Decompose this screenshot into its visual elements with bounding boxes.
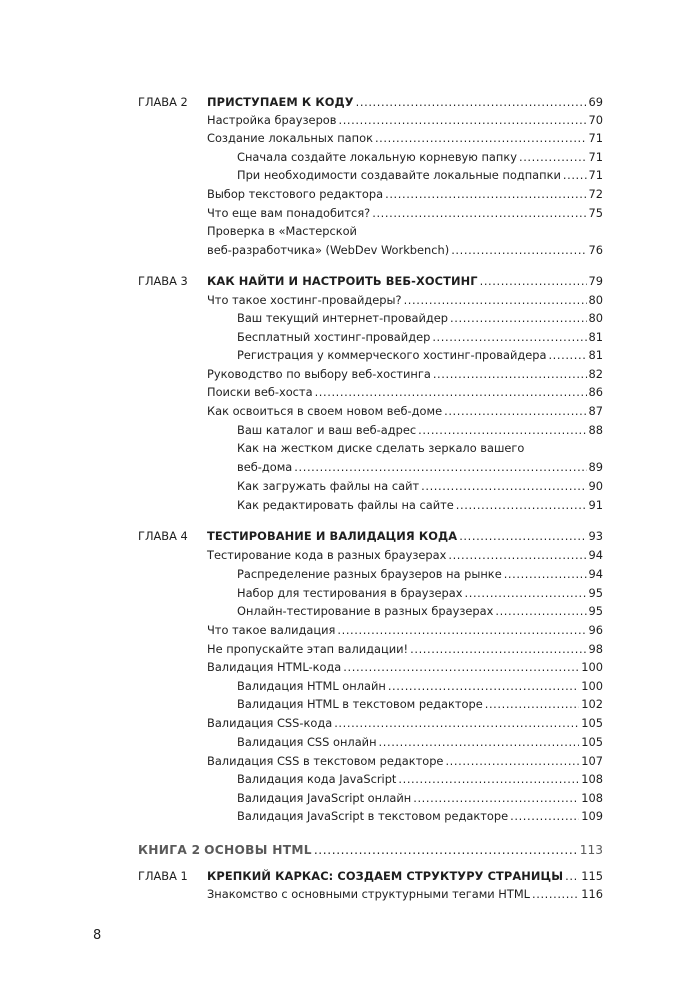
toc-subentry[interactable]: [237, 806, 603, 826]
page-number: 86: [588, 385, 603, 399]
leader-dots: [444, 401, 586, 421]
entry-title: Как загружать файлы на сайт: [237, 479, 420, 493]
entry-title: Руководство по выбору веб-хостинга: [207, 367, 431, 381]
toc-subentry[interactable]: [237, 564, 603, 584]
chapter-label: ГЛАВА 1: [138, 869, 188, 883]
page-number: 79: [588, 274, 603, 288]
page-number: 80: [588, 293, 603, 307]
entry-title: Валидация CSS в текстовом редакторе: [207, 754, 444, 768]
toc-entry[interactable]: [207, 884, 603, 904]
chapter-heading[interactable]: [207, 92, 603, 112]
page-number: 80: [588, 311, 603, 325]
entry-title: Валидация CSS-кода: [207, 716, 333, 730]
leader-dots: [519, 147, 587, 167]
page-number: 95: [588, 604, 603, 618]
toc-entry[interactable]: [207, 639, 603, 659]
leader-dots: [433, 364, 587, 384]
chapter-heading[interactable]: [207, 271, 603, 291]
leader-dots: [294, 457, 586, 477]
entry-title: Тестирование кода в разных браузерах: [207, 548, 447, 562]
toc-subentry[interactable]: [237, 420, 603, 440]
entry-title: Набор для тестирования в браузерах: [237, 586, 463, 600]
entry-title: Регистрация у коммерческого хостинг-провайдера: [237, 348, 547, 362]
page-number: 102: [581, 697, 603, 711]
page-number: 108: [581, 791, 603, 805]
page-number: 71: [588, 168, 603, 182]
entry-title: Валидация HTML в текстовом редакторе: [237, 697, 483, 711]
page-number: 95: [588, 586, 603, 600]
entry-title: Создание локальных папок: [207, 131, 373, 145]
leader-dots: [448, 545, 586, 565]
page-number: 87: [588, 404, 603, 418]
page-number: 107: [581, 754, 603, 768]
entry-title: Валидация JavaScript онлайн: [237, 791, 412, 805]
leader-dots: [410, 639, 586, 659]
entry-title-line1: Как на жестком диске сделать зеркало вашего: [237, 441, 525, 455]
page-number: 96: [588, 623, 603, 637]
entry-title: Выбор текстового редактора: [207, 187, 384, 201]
page-number: 76: [588, 243, 603, 257]
toc-entry[interactable]: [207, 203, 603, 223]
page-number: 82: [588, 367, 603, 381]
leader-dots: [385, 184, 586, 204]
page-number: 91: [588, 498, 603, 512]
toc-entry[interactable]: [207, 290, 603, 310]
toc-subentry[interactable]: [237, 476, 603, 496]
page-number: 93: [588, 529, 603, 543]
entry-title: Валидация HTML-кода: [207, 660, 342, 674]
leader-dots: [398, 769, 579, 789]
leader-dots: [548, 345, 586, 365]
leader-dots: [334, 713, 579, 733]
leader-dots: [432, 327, 586, 347]
entry-title: Что еще вам понадобится?: [207, 206, 371, 220]
entry-title: Как освоиться в своем новом веб-доме: [207, 404, 443, 418]
entry-title: Сначала создайте локальную корневую папку: [237, 150, 517, 164]
chapter-label: ГЛАВА 2: [138, 95, 188, 109]
leader-dots: [413, 788, 579, 808]
book-heading[interactable]: [138, 840, 603, 860]
page-number: 81: [588, 330, 603, 344]
page-number: 100: [581, 679, 603, 693]
entry-title: Настройка браузеров: [207, 113, 337, 127]
leader-dots: [388, 676, 579, 696]
page-number: 113: [579, 843, 603, 857]
entry-title: Валидация HTML онлайн: [237, 679, 386, 693]
leader-dots: [404, 290, 587, 310]
page-number: 109: [581, 809, 603, 823]
toc-entry[interactable]: [207, 128, 603, 148]
toc-subentry[interactable]: [237, 327, 603, 347]
leader-dots: [337, 620, 586, 640]
toc-subentry[interactable]: [237, 676, 603, 696]
entry-title: Валидация кода JavaScript: [237, 772, 397, 786]
page-number: 69: [588, 95, 603, 109]
page-number: 81: [588, 348, 603, 362]
entry-title: Как редактировать файлы на сайте: [237, 498, 454, 512]
entry-title: Знакомство с основными структурными тегами HTML: [207, 887, 531, 901]
chapter-title: КАК НАЙТИ И НАСТРОИТЬ ВЕБ-ХОСТИНГ: [207, 274, 478, 288]
entry-title: Валидация CSS онлайн: [237, 735, 377, 749]
book-title: ОСНОВЫ HTML: [204, 843, 312, 857]
folio-page-number: 8: [93, 928, 102, 943]
leader-dots: [459, 526, 586, 546]
page-number: 71: [588, 150, 603, 164]
leader-dots: [480, 271, 587, 291]
entry-title: Бесплатный хостинг-провайдер: [237, 330, 431, 344]
chapter-label: ГЛАВА 3: [138, 274, 188, 288]
leader-dots: [418, 420, 586, 440]
leader-dots: [451, 240, 586, 260]
page-number: 75: [588, 206, 603, 220]
leader-dots: [314, 840, 578, 860]
page-number: 90: [588, 479, 603, 493]
leader-dots: [445, 751, 579, 771]
page-number: 71: [588, 131, 603, 145]
toc-entry[interactable]: [207, 545, 603, 565]
toc-entry[interactable]: [207, 620, 603, 640]
book-label: КНИГА 2: [138, 843, 201, 857]
toc-subentry[interactable]: [237, 495, 603, 515]
chapter-title: КРЕПКИЙ КАРКАС: СОЗДАЕМ СТРУКТУРУ СТРАНИЦЫ: [207, 869, 564, 883]
page-number: 105: [581, 716, 603, 730]
leader-dots: [421, 476, 586, 496]
toc-subentry[interactable]: [237, 583, 603, 603]
chapter-heading[interactable]: [207, 866, 603, 886]
toc-subentry[interactable]: [237, 147, 603, 167]
toc-entry[interactable]: [207, 364, 603, 384]
leader-dots: [504, 564, 587, 584]
toc-subentry[interactable]: [237, 457, 603, 477]
chapter-heading[interactable]: [207, 526, 603, 546]
toc-subentry[interactable]: [237, 165, 603, 185]
page-number: 115: [581, 869, 603, 883]
toc-subentry[interactable]: [237, 308, 603, 328]
entry-title: Онлайн-тестирование в разных браузерах: [237, 604, 494, 618]
entry-title: Ваш текущий интернет-провайдер: [237, 311, 449, 325]
leader-dots: [372, 203, 586, 223]
leader-dots: [375, 128, 587, 148]
toc-subentry[interactable]: [237, 601, 603, 621]
toc-subentry[interactable]: [237, 788, 603, 808]
entry-title: Поиски веб-хоста: [207, 385, 313, 399]
leader-dots: [495, 601, 586, 621]
leader-dots: [485, 694, 580, 714]
page-number: 89: [588, 460, 603, 474]
entry-title: Что такое хостинг-провайдеры?: [207, 293, 402, 307]
leader-dots: [450, 308, 586, 328]
toc-entry[interactable]: [207, 110, 603, 130]
toc-entry[interactable]: [207, 401, 603, 421]
toc-entry[interactable]: [207, 713, 603, 733]
page-number: 98: [588, 642, 603, 656]
entry-title: Не пропускайте этап валидации!: [207, 642, 409, 656]
toc-subentry[interactable]: [237, 694, 603, 714]
entry-title-line1: Проверка в «Мастерской: [207, 224, 357, 238]
entry-title: Распределение разных браузеров на рынке: [237, 567, 502, 581]
leader-dots: [379, 732, 580, 752]
toc-subentry[interactable]: [237, 345, 603, 365]
toc-entry[interactable]: [207, 240, 603, 260]
toc-subentry[interactable]: [237, 732, 603, 752]
entry-title: веб-дома: [237, 460, 293, 474]
toc-entry[interactable]: [207, 382, 603, 402]
page-number: 70: [588, 113, 603, 127]
leader-dots: [338, 110, 586, 130]
entry-title: Что такое валидация: [207, 623, 336, 637]
chapter-title: ПРИСТУПАЕМ К КОДУ: [207, 95, 354, 109]
toc-subentry[interactable]: [237, 769, 603, 789]
entry-title: При необходимости создавайте локальные подпапки: [237, 168, 561, 182]
page-number: 100: [581, 660, 603, 674]
toc-entry[interactable]: [207, 184, 603, 204]
leader-dots: [565, 866, 579, 886]
page-number: 108: [581, 772, 603, 786]
leader-dots: [510, 806, 579, 826]
page-number: 88: [588, 423, 603, 437]
leader-dots: [356, 92, 587, 112]
leader-dots: [343, 657, 579, 677]
page-number: 116: [581, 887, 603, 901]
page-number: 105: [581, 735, 603, 749]
toc-entry[interactable]: [207, 751, 603, 771]
entry-title: Валидация JavaScript в текстовом редакторе: [237, 809, 509, 823]
entry-title: Ваш каталог и ваш веб-адрес: [237, 423, 417, 437]
toc-entry[interactable]: [207, 657, 603, 677]
leader-dots: [456, 495, 587, 515]
leader-dots: [563, 165, 587, 185]
chapter-title: ТЕСТИРОВАНИЕ И ВАЛИДАЦИЯ КОДА: [207, 529, 458, 543]
chapter-label: ГЛАВА 4: [138, 529, 188, 543]
leader-dots: [465, 583, 587, 603]
page-number: 94: [588, 567, 603, 581]
entry-title: веб-разработчика» (WebDev Workbench): [207, 243, 450, 257]
leader-dots: [532, 884, 579, 904]
leader-dots: [315, 382, 587, 402]
page-number: 94: [588, 548, 603, 562]
page-number: 72: [588, 187, 603, 201]
